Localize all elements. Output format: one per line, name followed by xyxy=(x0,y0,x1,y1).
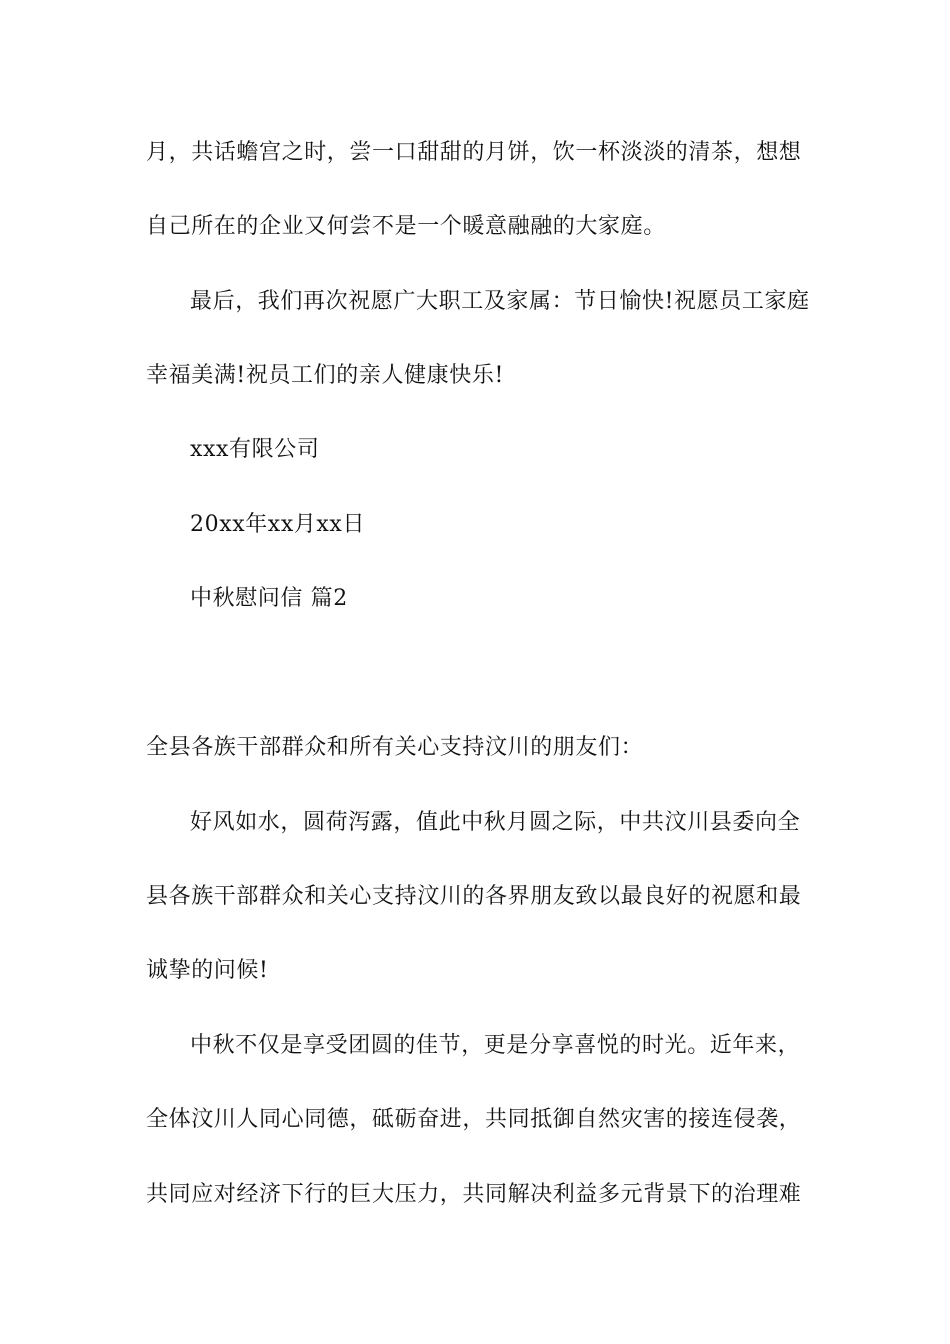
company-signature: xxx有限公司 xyxy=(190,437,320,462)
section-heading: 中秋慰问信 篇2 xyxy=(190,586,348,611)
paragraph-line: 中秋不仅是享受团圆的佳节，更是分享喜悦的时光。近年来， xyxy=(190,1033,801,1058)
text-line: 月，共话蟾宫之时，尝一口甜甜的月饼，饮一杯淡淡的清茶，想想 xyxy=(146,140,802,165)
paragraph-line: 最后，我们再次祝愿广大职工及家属：节日愉快!祝愿员工家庭 xyxy=(190,289,810,314)
paragraph-line: 好风如水，圆荷泻露，值此中秋月圆之际，中共汶川县委向全 xyxy=(190,810,801,835)
text-line: 全体汶川人同心同德，砥砺奋进，共同抵御自然灾害的接连侵袭， xyxy=(146,1107,802,1132)
text-line: 县各族干部群众和关心支持汶川的各界朋友致以最良好的祝愿和最 xyxy=(146,884,802,909)
date-line: 20xx年xx月xx日 xyxy=(190,512,366,537)
text-line: 自己所在的企业又何尝不是一个暖意融融的大家庭。 xyxy=(146,214,666,239)
salutation: 全县各族干部群众和所有关心支持汶川的朋友们： xyxy=(146,735,644,760)
text-line: 诚挚的问候! xyxy=(146,958,269,983)
text-line: 共同应对经济下行的巨大压力，共同解决利益多元背景下的治理难 xyxy=(146,1182,802,1207)
text-line: 幸福美满!祝员工们的亲人健康快乐! xyxy=(146,363,504,388)
